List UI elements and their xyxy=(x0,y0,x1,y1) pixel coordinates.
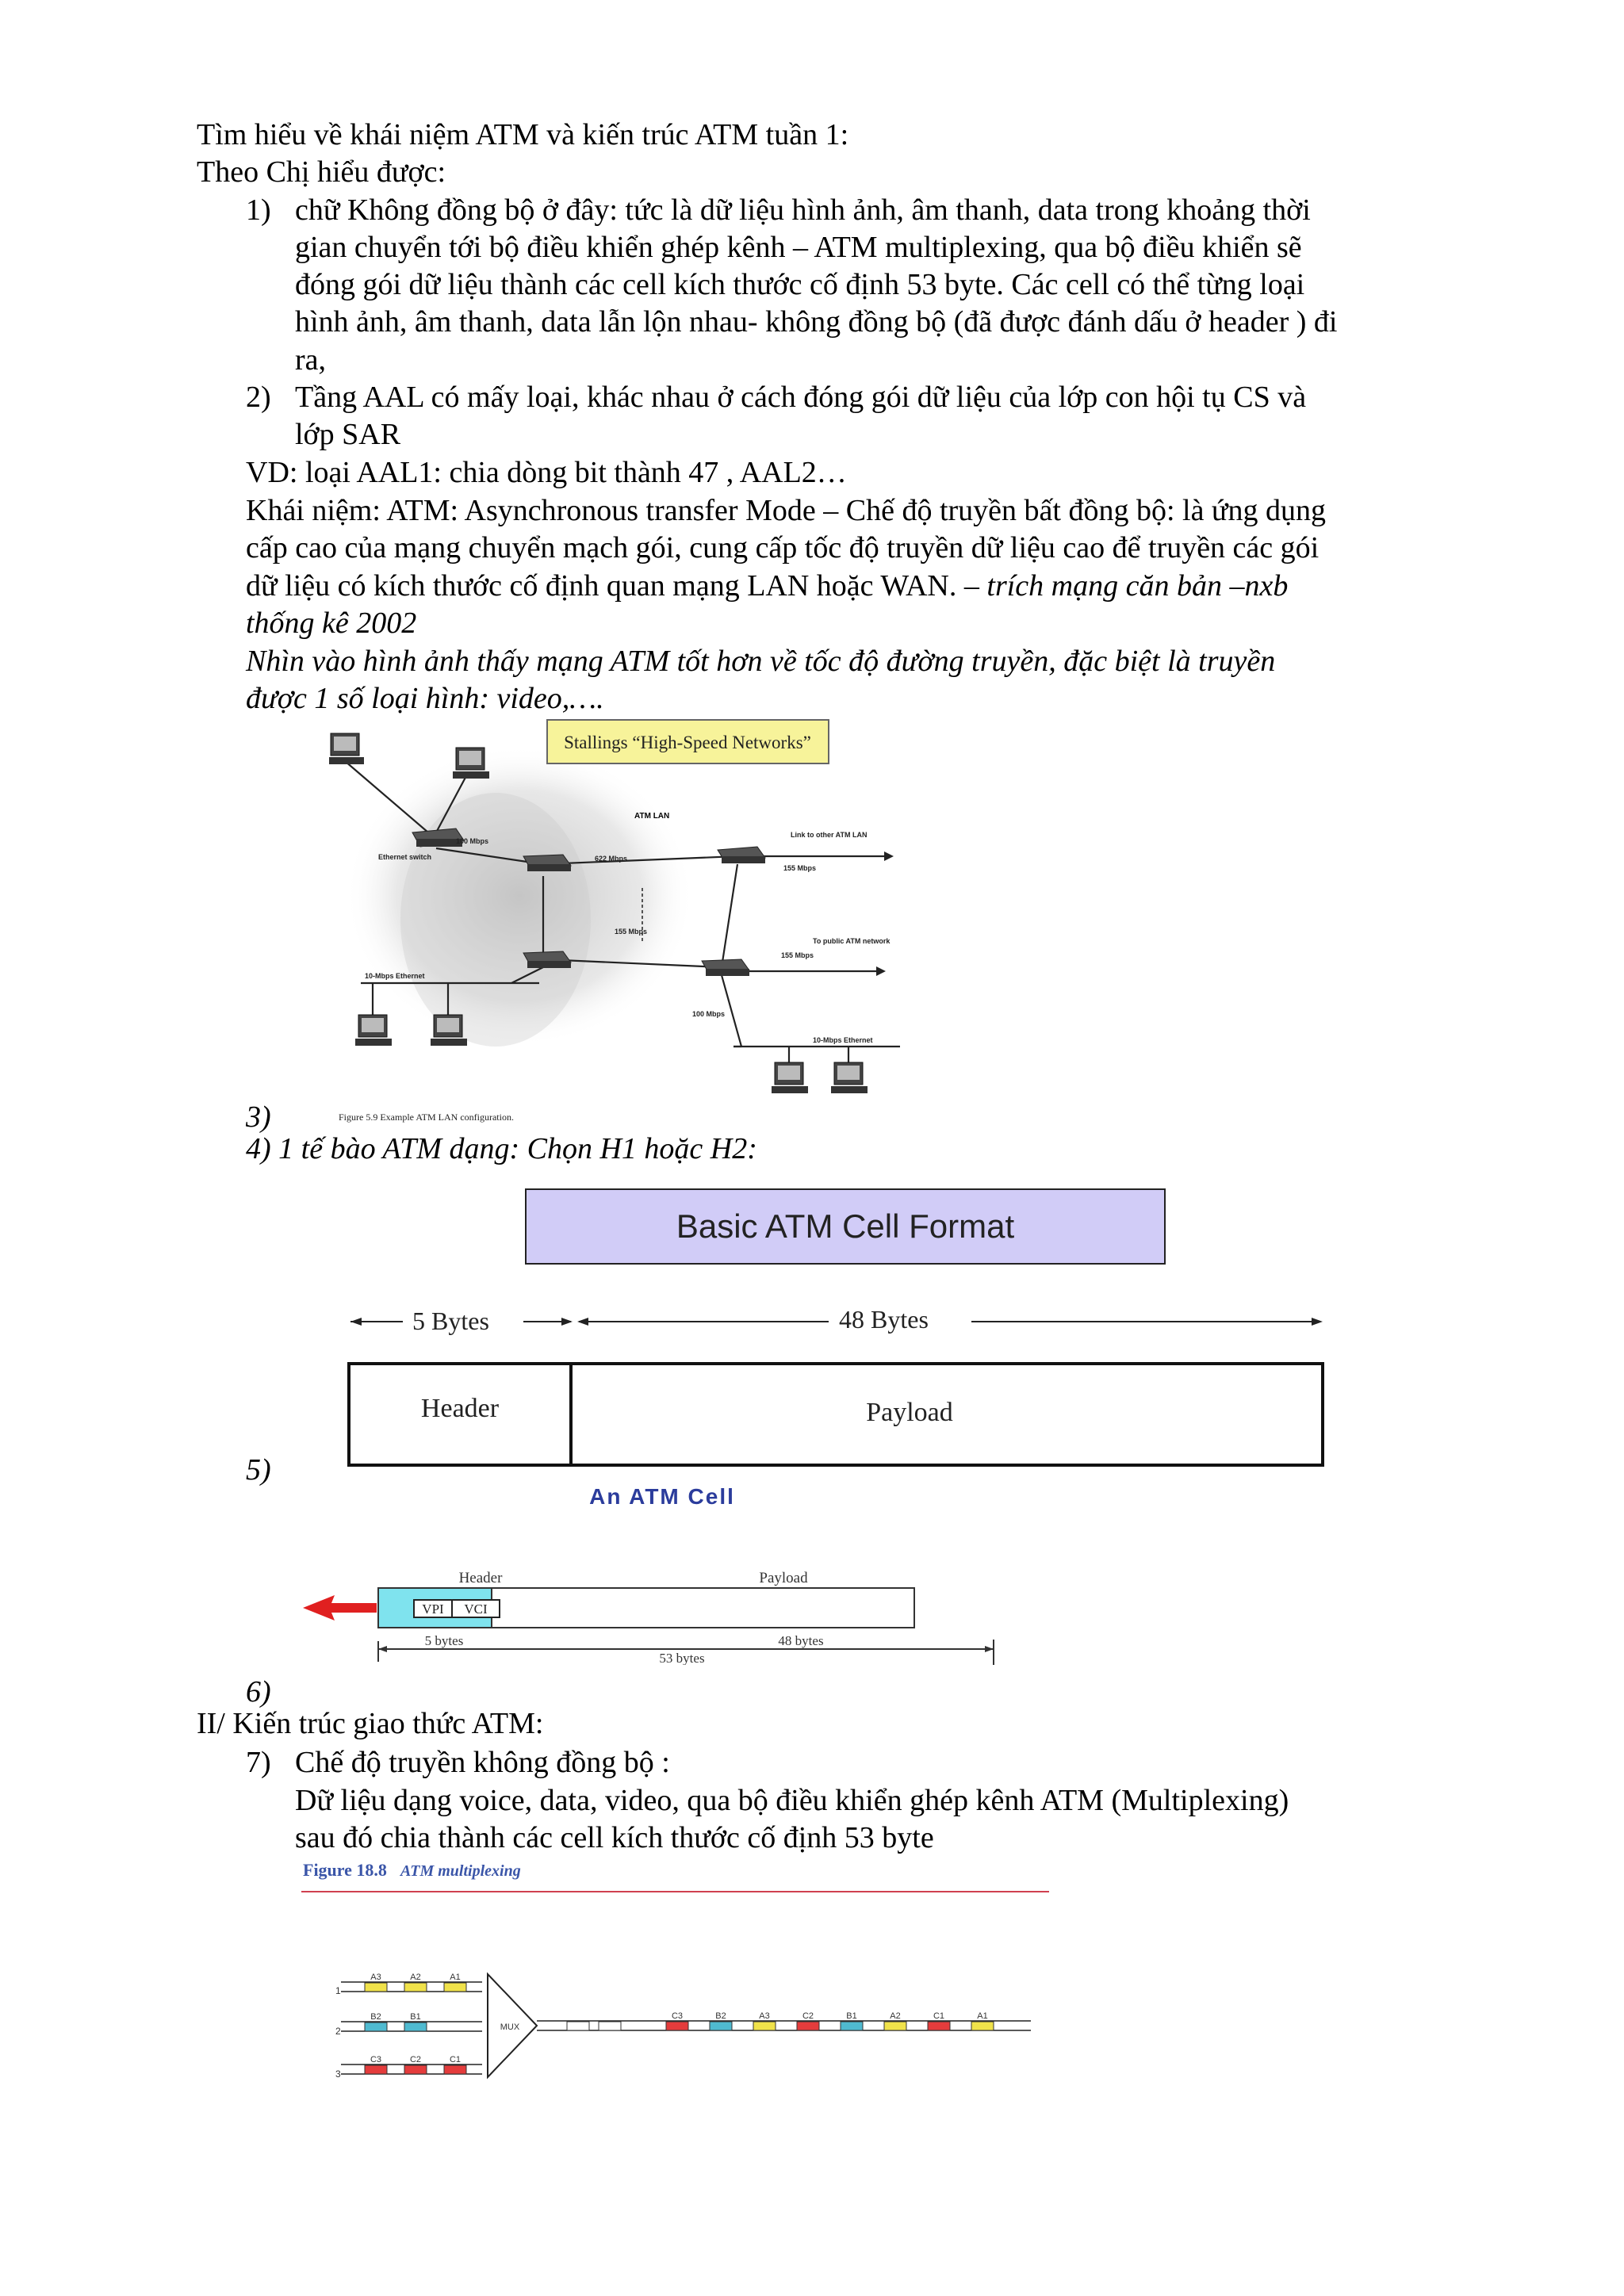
label-155-mbps-right: 155 Mbps xyxy=(783,864,817,872)
input-line-1-number: 1 xyxy=(335,1985,341,1996)
output-7-a1-cell xyxy=(971,2022,994,2030)
item1-line-5: ra, xyxy=(295,343,327,377)
item7-line-2: sau đó chia thành các cell kích thước cố định 53 byte xyxy=(295,1821,934,1854)
intro-line: Theo Chị hiểu được: xyxy=(197,155,446,189)
switch-atm-center xyxy=(523,855,571,871)
workstation-bottom-left-2 xyxy=(431,1015,467,1046)
label-48-bytes: 48 Bytes xyxy=(839,1305,929,1334)
atm-cell-payload-box xyxy=(492,1588,914,1628)
output-1-b2-cell xyxy=(710,2022,732,2030)
input-1-a1-cell xyxy=(444,1983,466,1992)
output-3-c2-cell xyxy=(797,2022,819,2030)
label-ethernet-switch: Ethernet switch xyxy=(378,853,432,861)
mux-figure-title: Figure 18.8 xyxy=(303,1860,387,1880)
switch-atm-lower-left xyxy=(523,951,571,968)
item6-number: 6) xyxy=(246,1675,271,1709)
lan-figure-caption: Figure 5.9 Example ATM LAN configuration. xyxy=(339,1112,514,1123)
page-heading: Tìm hiểu về khái niệm ATM và kiến trúc ATM tuần 1: xyxy=(197,118,849,151)
item2-line-1: Tầng AAL có mấy loại, khác nhau ở cách đóng gói dữ liệu của lớp con hội tụ CS và xyxy=(295,381,1307,414)
cell-format-diagram xyxy=(341,1284,1332,1475)
item1-line-3: đóng gói dữ liệu thành các cell kích thước cố định 53 byte. Các cell có thể từng loại xyxy=(295,268,1305,301)
observation-line-2: được 1 số loại hình: video,…. xyxy=(246,682,604,715)
workstation-top-mid xyxy=(453,748,489,779)
cell-format-title-box xyxy=(525,1188,1166,1265)
item1-line-1: chữ Không đồng bộ ở đây: tức là dữ liệu hình ảnh, âm thanh, data trong khoảng thời xyxy=(295,193,1311,227)
input-3-c2-cell xyxy=(404,2065,427,2074)
output-5-a2-label: A2 xyxy=(890,2011,901,2021)
cell-format-title: Basic ATM Cell Format xyxy=(676,1207,1015,1245)
output-empty-slot-1 xyxy=(567,2022,589,2030)
input-3-c3-label: C3 xyxy=(370,2055,382,2064)
concept-line-3 xyxy=(246,567,1288,605)
item3-number: 3) xyxy=(246,1100,271,1134)
input-3-c3-cell xyxy=(365,2065,387,2074)
label-100-mbps-top: 100 Mbps xyxy=(456,837,489,845)
input-2-b1-cell xyxy=(404,2022,427,2031)
input-1-a3-cell xyxy=(365,1983,387,1992)
output-empty-slot-2 xyxy=(599,2022,621,2030)
output-4-b1-label: B1 xyxy=(846,2011,857,2021)
atm-cell-diagram xyxy=(293,1483,1007,1665)
atm-cell-53-bytes: 53 bytes xyxy=(659,1651,705,1665)
arrow-48-bytes-right xyxy=(1312,1318,1323,1326)
arrow-48-bytes-left xyxy=(577,1318,588,1326)
concept-line-2: cấp cao của mạng chuyển mạch gói, cung cấp tốc độ truyền dữ liệu cao để truyền các gói xyxy=(246,531,1320,564)
stallings-banner-text: Stallings “High-Speed Networks” xyxy=(564,733,811,752)
label-5-bytes: 5 Bytes xyxy=(412,1307,489,1335)
output-2-a3-cell xyxy=(753,2022,776,2030)
vci-label: VCI xyxy=(464,1601,488,1617)
atm-cell-title: An ATM Cell xyxy=(589,1484,735,1509)
output-6-c1-label: C1 xyxy=(933,2011,945,2021)
label-622-mbps: 622 Mbps xyxy=(595,855,628,863)
workstation-bottom-left-1 xyxy=(355,1015,392,1046)
atm-cell-header-label: Header xyxy=(458,1570,503,1586)
vpi-label: VPI xyxy=(422,1601,444,1617)
section-2-heading: II/ Kiến trúc giao thức ATM: xyxy=(197,1707,544,1740)
item1-line-2: gian chuyển tới bộ điều khiển ghép kênh – ATM multiplexing, qua bộ điều khiển sẽ xyxy=(295,231,1302,264)
arrow-5-bytes-left xyxy=(350,1318,362,1326)
label-link-other-atm-lan: Link to other ATM LAN xyxy=(791,831,868,839)
output-5-a2-cell xyxy=(884,2022,906,2030)
example-line: VD: loại AAL1: chia dòng bit thành 47 , AAL2… xyxy=(246,456,847,489)
input-3-c2-label: C2 xyxy=(409,2055,422,2064)
item1-line-4: hình ảnh, âm thanh, data lẫn lộn nhau- không đồng bộ (đã được đánh dấu ở header ) đi xyxy=(295,305,1338,339)
arrow-public xyxy=(876,966,886,976)
item2-number: 2) xyxy=(246,381,271,414)
cell-format-header-label: Header xyxy=(420,1394,500,1423)
mux-figure-subtitle: ATM multiplexing xyxy=(400,1862,521,1880)
input-line-3-number: 3 xyxy=(335,2068,341,2080)
item7-title: Chế độ truyền không đồng bộ : xyxy=(295,1746,670,1779)
output-2-a3-label: A3 xyxy=(759,2011,770,2021)
item7-number: 7) xyxy=(246,1746,271,1779)
arrow-link-other xyxy=(884,851,894,861)
workstation-bottom-right-1 xyxy=(772,1062,808,1093)
observation-line-1: Nhìn vào hình ảnh thấy mạng ATM tốt hơn về tốc độ đường truyền, đặc biệt là truyền xyxy=(246,645,1276,678)
item1-number: 1) xyxy=(246,193,271,227)
atm-cell-5-bytes: 5 bytes xyxy=(424,1633,464,1648)
input-3-c1-cell xyxy=(444,2065,466,2074)
label-155-mbps-low: 155 Mbps xyxy=(781,951,814,959)
atm-cell-48-bytes: 48 bytes xyxy=(778,1633,824,1648)
output-3-c2-label: C2 xyxy=(802,2011,814,2021)
output-0-c3-label: C3 xyxy=(671,2011,684,2021)
workstation-bottom-right-2 xyxy=(831,1062,868,1093)
item5-number: 5) xyxy=(246,1453,271,1487)
item7-line-1: Dữ liệu dạng voice, data, video, qua bộ điều khiển ghép kênh ATM (Multiplexing) xyxy=(295,1784,1289,1817)
output-1-b2-label: B2 xyxy=(715,2011,726,2021)
cell-format-payload-label: Payload xyxy=(866,1398,953,1427)
input-1-a1-label: A1 xyxy=(450,1973,461,1982)
input-line-2-number: 2 xyxy=(335,2026,341,2037)
label-100-mbps-low: 100 Mbps xyxy=(692,1010,726,1018)
output-6-c1-cell xyxy=(928,2022,950,2030)
switch-atm-right xyxy=(718,847,765,863)
label-10-mbps-ethernet-left: 10-Mbps Ethernet xyxy=(365,972,425,980)
input-1-a2-label: A2 xyxy=(410,1973,421,1982)
switch-atm-lower-right xyxy=(702,959,749,976)
output-7-a1-label: A1 xyxy=(977,2011,988,2021)
label-10-mbps-ethernet-right: 10-Mbps Ethernet xyxy=(813,1036,873,1044)
arrow-5-bytes-right xyxy=(561,1318,573,1326)
concept-line-3-text: dữ liệu có kích thước cố định quan mạng LAN hoặc WAN. – xyxy=(246,569,987,603)
input-1-a2-cell xyxy=(404,1983,427,1992)
label-155-mbps-mid: 155 Mbps xyxy=(615,928,648,936)
atm-lan-figure xyxy=(329,714,932,1130)
output-4-b1-cell xyxy=(841,2022,863,2030)
input-1-a3-label: A3 xyxy=(370,1973,381,1982)
item4-line: 4) 1 tế bào ATM dạng: Chọn H1 hoặc H2: xyxy=(246,1132,757,1165)
mux-label: MUX xyxy=(500,2022,520,2032)
atm-lan-title: ATM LAN xyxy=(634,812,670,821)
input-3-c1-label: C1 xyxy=(449,2055,462,2064)
citation-line: thống kê 2002 xyxy=(246,607,417,640)
mux-cells xyxy=(365,1973,994,2074)
atm-cell-payload-label: Payload xyxy=(759,1570,808,1586)
atm-multiplexing-figure xyxy=(293,1855,1055,2093)
input-2-b2-cell xyxy=(365,2022,387,2031)
input-2-b1-label: B1 xyxy=(410,2012,421,2022)
concept-line-1: Khái niệm: ATM: Asynchronous transfer Mode – Chế độ truyền bất đồng bộ: là ứng dụng xyxy=(246,494,1327,527)
input-2-b2-label: B2 xyxy=(370,2012,381,2022)
citation-text: trích mạng căn bản –nxb xyxy=(986,569,1289,603)
direction-arrow xyxy=(303,1595,377,1621)
workstation-top-left xyxy=(329,733,364,764)
item2-line-2: lớp SAR xyxy=(295,418,401,451)
label-to-public-atm: To public ATM network xyxy=(813,937,891,945)
output-0-c3-cell xyxy=(666,2022,688,2030)
